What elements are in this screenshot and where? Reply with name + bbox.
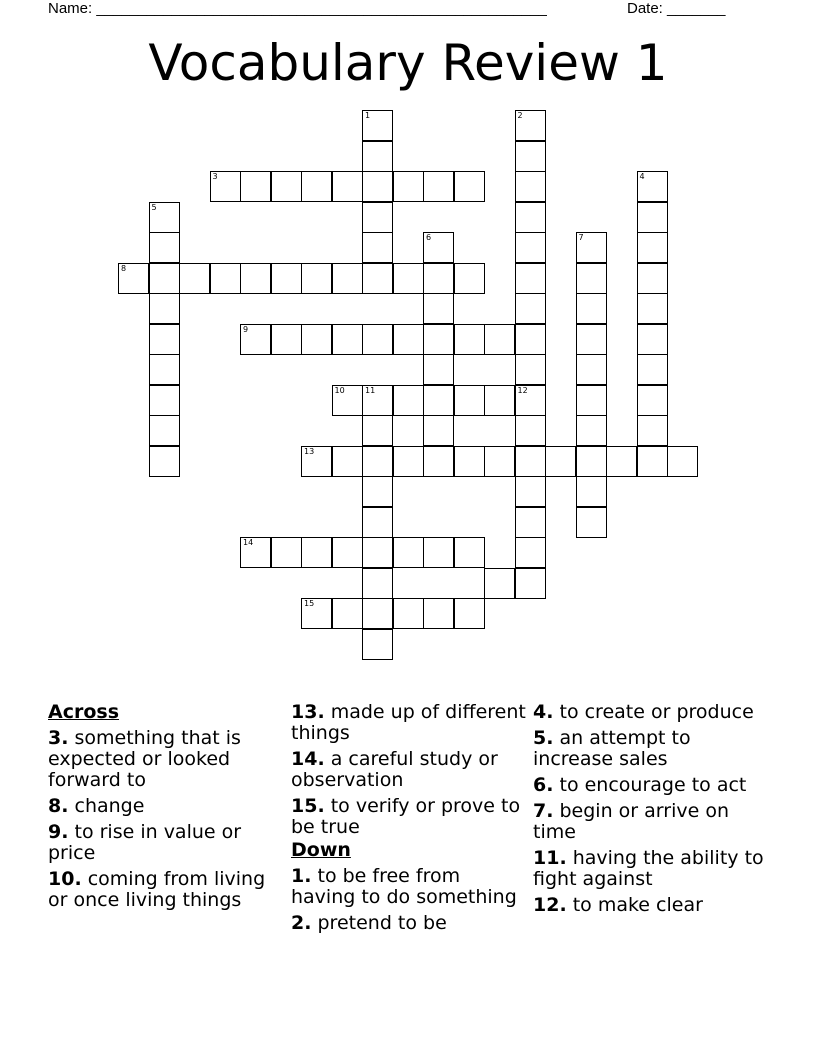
grid-cell[interactable]	[637, 171, 668, 202]
grid-cell[interactable]	[362, 446, 393, 477]
across-clue: 13. made up of different things	[291, 701, 526, 744]
grid-cell[interactable]	[149, 324, 180, 355]
grid-cell[interactable]	[362, 110, 393, 141]
grid-cell[interactable]	[637, 232, 668, 263]
grid-cell[interactable]	[423, 232, 454, 263]
grid-cell[interactable]	[515, 263, 546, 294]
grid-cell[interactable]	[576, 293, 607, 324]
grid-cell[interactable]	[332, 598, 363, 629]
grid-cell[interactable]	[423, 385, 454, 416]
grid-cell[interactable]	[393, 537, 424, 568]
grid-cell[interactable]	[393, 446, 424, 477]
grid-cell[interactable]	[606, 446, 637, 477]
grid-cell[interactable]	[576, 354, 607, 385]
down-clue: 6. to encourage to act	[533, 774, 747, 796]
across-clue: 14. a careful study or observation	[291, 748, 498, 791]
down-clue: 2. pretend to be	[291, 912, 447, 934]
grid-cell[interactable]	[454, 598, 485, 629]
grid-cell[interactable]	[484, 324, 515, 355]
grid-cell[interactable]	[637, 446, 668, 477]
down-clue: 12. to make clear	[533, 894, 703, 916]
across-clue: 10. coming from living or once living things	[48, 868, 266, 911]
grid-cell[interactable]	[240, 537, 271, 568]
grid-cell[interactable]	[271, 537, 302, 568]
grid-cell[interactable]	[362, 324, 393, 355]
grid-cell[interactable]	[118, 263, 149, 294]
grid-cell[interactable]	[576, 507, 607, 538]
grid-cell[interactable]	[393, 263, 424, 294]
clue-number: 14	[243, 538, 254, 547]
clues-column-1	[48, 702, 280, 916]
grid-cell[interactable]	[271, 171, 302, 202]
clue-number: 12	[517, 385, 528, 395]
clues-column-2	[291, 702, 527, 939]
clue-number: 10	[334, 385, 345, 395]
grid-cell[interactable]	[149, 446, 180, 477]
grid-cell[interactable]	[210, 171, 241, 202]
grid-cell[interactable]	[301, 324, 332, 355]
grid-cell[interactable]	[301, 598, 332, 629]
down-clue: 11. having the ability to fight against	[533, 847, 764, 890]
grid-cell[interactable]	[149, 415, 180, 446]
grid-cell[interactable]	[423, 598, 454, 629]
grid-cell[interactable]	[362, 629, 393, 660]
across-clue: 9. to rise in value or price	[48, 821, 242, 864]
grid-cell[interactable]	[423, 415, 454, 446]
grid-cell[interactable]	[362, 476, 393, 507]
grid-cell[interactable]	[271, 324, 302, 355]
grid-cell[interactable]	[515, 171, 546, 202]
grid-cell[interactable]	[362, 537, 393, 568]
date-line: Date: _______	[627, 0, 726, 17]
grid-cell[interactable]	[515, 293, 546, 324]
down-heading: Down	[291, 839, 351, 861]
grid-cell[interactable]	[637, 415, 668, 446]
grid-cell[interactable]	[454, 385, 485, 416]
grid-cell[interactable]	[210, 263, 241, 294]
grid-cell[interactable]	[423, 171, 454, 202]
down-clue: 1. to be free from having to do something	[291, 865, 517, 908]
grid-cell[interactable]	[362, 568, 393, 599]
grid-cell[interactable]	[271, 263, 302, 294]
grid-cell[interactable]	[332, 385, 363, 416]
clue-number: 6	[426, 233, 432, 242]
grid-cell[interactable]	[149, 202, 180, 233]
down-clue: 5. an attempt to increase sales	[533, 727, 691, 770]
name-line: Name: ______________________________________________________	[48, 0, 547, 17]
grid-cell[interactable]	[515, 354, 546, 385]
grid-cell[interactable]	[454, 171, 485, 202]
grid-cell[interactable]	[423, 446, 454, 477]
across-clue: 8. change	[48, 795, 145, 817]
grid-cell[interactable]	[301, 537, 332, 568]
grid-cell[interactable]	[576, 476, 607, 507]
grid-cell[interactable]	[149, 293, 180, 324]
grid-cell[interactable]	[362, 415, 393, 446]
grid-cell[interactable]	[637, 354, 668, 385]
grid-cell[interactable]	[576, 446, 607, 477]
grid-cell[interactable]	[423, 537, 454, 568]
grid-cell[interactable]	[393, 324, 424, 355]
clue-number: 15	[304, 599, 315, 608]
grid-cell[interactable]	[484, 385, 515, 416]
grid-cell[interactable]	[362, 263, 393, 294]
grid-cell[interactable]	[576, 385, 607, 416]
grid-cell[interactable]	[149, 354, 180, 385]
grid-cell[interactable]	[362, 507, 393, 538]
grid-cell[interactable]	[515, 110, 546, 141]
grid-cell[interactable]	[332, 537, 363, 568]
clue-number: 4	[639, 172, 645, 181]
grid-cell[interactable]	[576, 232, 607, 263]
grid-cell[interactable]	[393, 385, 424, 416]
grid-cell[interactable]	[393, 598, 424, 629]
grid-cell[interactable]	[362, 171, 393, 202]
grid-cell[interactable]	[332, 263, 363, 294]
grid-cell[interactable]	[637, 324, 668, 355]
grid-cell[interactable]	[423, 263, 454, 294]
grid-cell[interactable]	[515, 385, 546, 416]
clue-number: 7	[578, 233, 584, 242]
across-heading: Across	[48, 701, 120, 723]
grid-cell[interactable]	[301, 263, 332, 294]
grid-cell[interactable]	[423, 354, 454, 385]
grid-cell[interactable]	[149, 385, 180, 416]
grid-cell[interactable]	[484, 446, 515, 477]
clue-number: 8	[121, 263, 127, 273]
grid-cell[interactable]	[637, 385, 668, 416]
grid-cell[interactable]	[301, 446, 332, 477]
clue-number: 1	[365, 111, 371, 120]
grid-cell[interactable]	[515, 568, 546, 599]
grid-cell[interactable]	[545, 446, 576, 477]
clue-number: 13	[304, 446, 315, 456]
grid-cell[interactable]	[149, 232, 180, 263]
grid-cell[interactable]	[454, 446, 485, 477]
grid-cell[interactable]	[667, 446, 698, 477]
grid-cell[interactable]	[332, 324, 363, 355]
grid-cell[interactable]	[301, 171, 332, 202]
grid-cell[interactable]	[240, 171, 271, 202]
grid-cell[interactable]	[393, 171, 424, 202]
grid-cell[interactable]	[515, 415, 546, 446]
grid-cell[interactable]	[362, 141, 393, 172]
grid-cell[interactable]	[362, 598, 393, 629]
grid-cell[interactable]	[515, 232, 546, 263]
grid-cell[interactable]	[454, 263, 485, 294]
grid-cell[interactable]	[515, 476, 546, 507]
clue-number: 11	[365, 385, 376, 395]
across-clue: 3. something that is expected or looked forward to	[48, 727, 241, 791]
clue-number: 9	[243, 324, 249, 334]
down-clue: 4. to create or produce	[533, 701, 754, 723]
grid-cell[interactable]	[179, 263, 210, 294]
down-clue: 7. begin or arrive on time	[533, 800, 729, 843]
grid-cell[interactable]	[576, 324, 607, 355]
clues-column-3	[533, 702, 769, 921]
clue-number: 5	[151, 202, 157, 212]
grid-cell[interactable]	[637, 293, 668, 324]
grid-cell[interactable]	[515, 507, 546, 538]
across-clue: 15. to verify or prove to be true	[291, 795, 521, 838]
grid-cell[interactable]	[637, 202, 668, 233]
clue-number: 3	[212, 172, 218, 181]
grid-cell[interactable]	[515, 324, 546, 355]
grid-cell[interactable]	[576, 263, 607, 294]
grid-cell[interactable]	[240, 263, 271, 294]
grid-cell[interactable]	[515, 202, 546, 233]
grid-cell[interactable]	[362, 232, 393, 263]
grid-cell[interactable]	[484, 568, 515, 599]
grid-cell[interactable]	[576, 415, 607, 446]
grid-cell[interactable]	[454, 324, 485, 355]
grid-cell[interactable]	[515, 446, 546, 477]
grid-cell[interactable]	[149, 263, 180, 294]
grid-cell[interactable]	[240, 324, 271, 355]
page-title: Vocabulary Review 1	[148, 34, 668, 92]
grid-cell[interactable]	[332, 446, 363, 477]
grid-cell[interactable]	[637, 263, 668, 294]
grid-cell[interactable]	[423, 293, 454, 324]
grid-cell[interactable]	[515, 537, 546, 568]
clue-number: 2	[517, 111, 523, 120]
grid-cell[interactable]	[362, 202, 393, 233]
grid-cell[interactable]	[362, 385, 393, 416]
grid-cell[interactable]	[515, 141, 546, 172]
grid-cell[interactable]	[454, 537, 485, 568]
grid-cell[interactable]	[332, 171, 363, 202]
grid-cell[interactable]	[423, 324, 454, 355]
